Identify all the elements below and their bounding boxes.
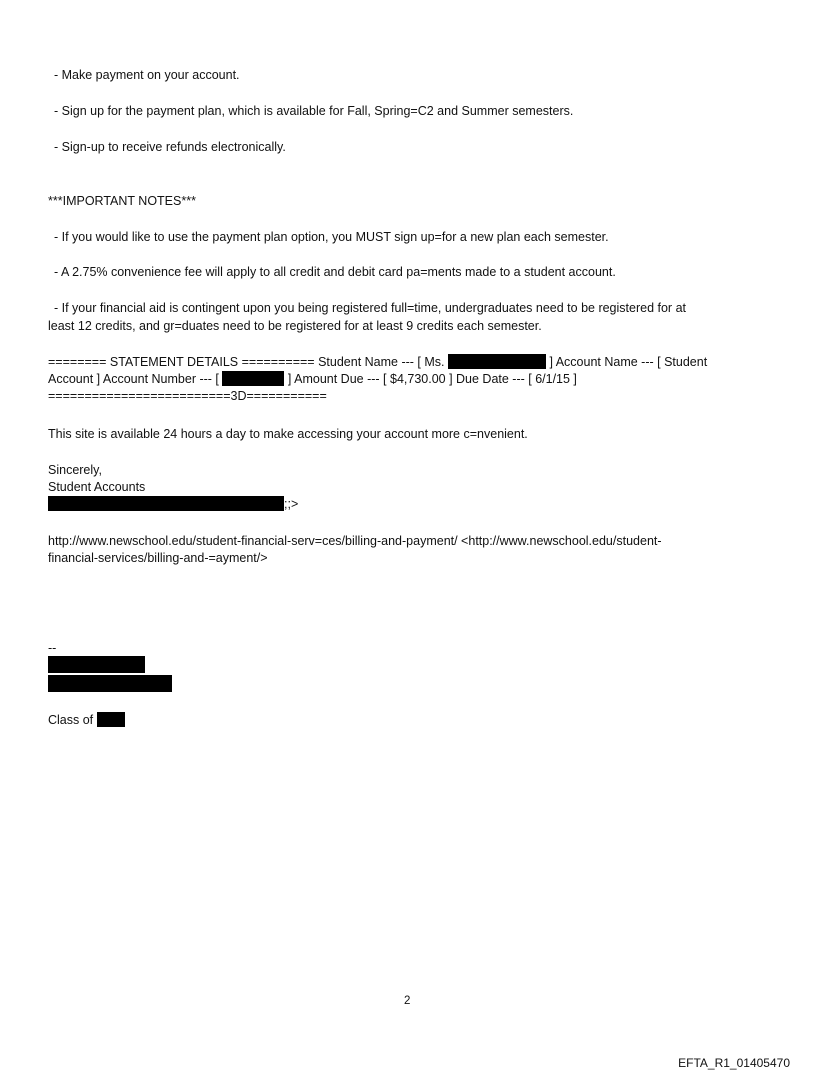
bullet-payment-plan: - Sign up for the payment plan, which is available for Fall, Spring=C2 and Summer semesters. (54, 104, 574, 118)
url-line-2[interactable]: financial-services/billing-and-=ayment/> (48, 551, 268, 565)
availability-text: This site is available 24 hours a day to make accessing your account more c=nvenient. (48, 427, 528, 441)
redaction-sender-detail (48, 675, 172, 692)
signature-dash: -- (48, 641, 57, 655)
signature-text: Student Accounts (48, 480, 146, 494)
statement-account-number-label: Account ] Account Number --- [ (48, 372, 219, 386)
closing-text: Sincerely, (48, 463, 102, 477)
statement-student-name-label: ======== STATEMENT DETAILS ========== Student Name --- [ Ms. (48, 355, 445, 369)
redaction-class-year (97, 712, 125, 727)
bullet-refunds: - Sign-up to receive refunds electronically. (54, 140, 286, 154)
redaction-student-name (448, 354, 546, 369)
statement-line-3: =========================3D=========== (48, 389, 327, 403)
note-convenience-fee: - A 2.75% convenience fee will apply to all credit and debit card pa=ments made to a student account. (54, 265, 616, 279)
redaction-sender-name (48, 656, 145, 673)
statement-account-name-label: ] Account Name --- [ Student (549, 355, 708, 369)
class-of-line (48, 712, 125, 729)
redaction-email (48, 496, 284, 511)
statement-line-1 (48, 354, 707, 371)
class-of-label: Class of (48, 713, 94, 727)
page-number: 2 (404, 995, 411, 1007)
statement-amount-due: ] Amount Due --- [ $4,730.00 ] Due Date --- [ 6/1/15 ] (287, 372, 577, 386)
notes-heading: ***IMPORTANT NOTES*** (48, 194, 196, 208)
redaction-account-number (222, 371, 284, 386)
bates-number: EFTA_R1_01405470 (678, 1056, 790, 1070)
statement-line-2 (48, 371, 577, 388)
bullet-make-payment: - Make payment on your account. (54, 68, 240, 82)
redacted-email-line (48, 496, 298, 513)
redacted-suffix: ;;> (284, 497, 299, 511)
note-financial-aid-line1: - If your financial aid is contingent upon you being registered full=time, undergraduates need to be registered for at (54, 301, 686, 315)
note-financial-aid-line2: least 12 credits, and gr=duates need to be registered for at least 9 credits each semester. (48, 319, 542, 333)
url-line-1[interactable]: http://www.newschool.edu/student-financial-serv=ces/billing-and-payment/ <http://www.newschool.edu/student- (48, 534, 662, 548)
note-payment-plan: - If you would like to use the payment plan option, you MUST sign up=for a new plan each semester. (54, 230, 609, 244)
